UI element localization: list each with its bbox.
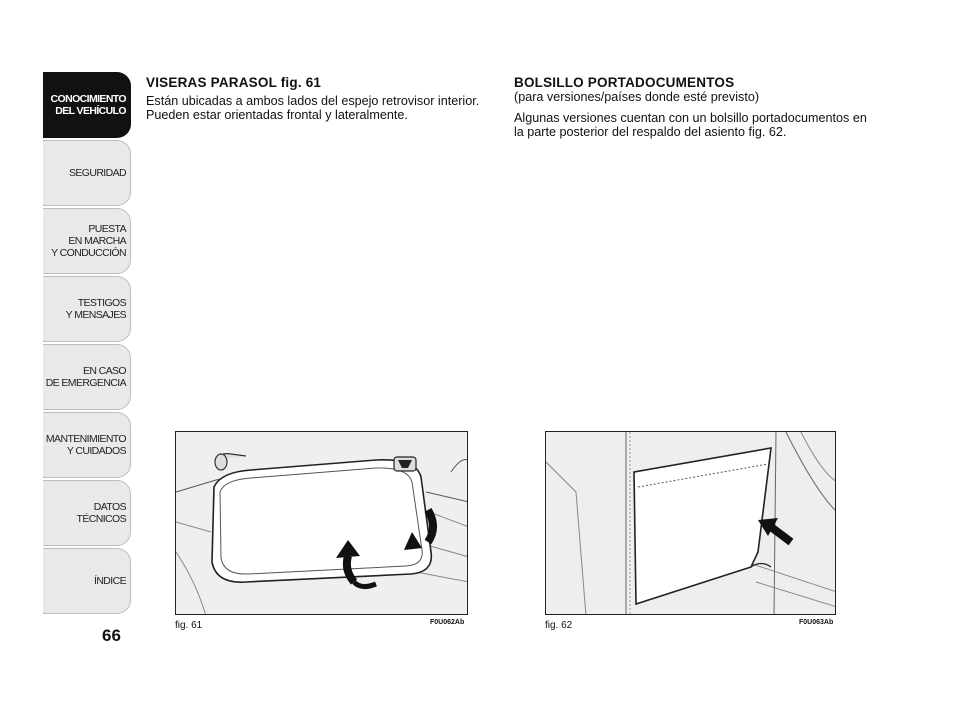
- figure-62-illustration: [545, 431, 836, 615]
- tab-conocimiento-del-vehiculo[interactable]: CONOCIMIENTO DEL VEHÍCULO: [43, 72, 131, 138]
- document-pocket-heading: BOLSILLO PORTADOCUMENTOS: [514, 75, 735, 90]
- tab-mantenimiento-y-cuidados[interactable]: MANTENIMIENTO Y CUIDADOS: [43, 412, 131, 478]
- sun-visors-body: Están ubicadas a ambos lados del espejo retrovisor interior. Pueden estar orientadas frontal y lateralmente.: [146, 94, 480, 122]
- tab-puesta-en-marcha[interactable]: PUESTA EN MARCHA Y CONDUCCIÓN: [43, 208, 131, 274]
- document-pocket-subheading: (para versiones/países donde esté previsto): [514, 90, 760, 104]
- page-number: 66: [102, 626, 121, 645]
- figure-62-code: F0U063Ab: [799, 619, 834, 626]
- tab-datos-tecnicos[interactable]: DATOS TÉCNICOS: [43, 480, 131, 546]
- figure-61-caption: fig. 61: [175, 620, 203, 631]
- figure-61-code: F0U062Ab: [430, 619, 465, 626]
- sun-visors-heading: VISERAS PARASOL fig. 61: [146, 75, 322, 90]
- tab-en-caso-de-emergencia[interactable]: EN CASO DE EMERGENCIA: [43, 344, 131, 410]
- sun-visors-section: [146, 76, 496, 129]
- tab-testigos-y-mensajes[interactable]: TESTIGOS Y MENSAJES: [43, 276, 131, 342]
- document-pocket-section: [514, 76, 874, 146]
- tab-indice[interactable]: ÍNDICE: [43, 548, 131, 614]
- tab-seguridad[interactable]: SEGURIDAD: [43, 140, 131, 206]
- figure-61-illustration: [175, 431, 468, 615]
- figure-62-caption: fig. 62: [545, 620, 573, 631]
- document-pocket-body: Algunas versiones cuentan con un bolsillo portadocumentos en la parte posterior del respaldo del asiento fig. 62.: [514, 111, 867, 139]
